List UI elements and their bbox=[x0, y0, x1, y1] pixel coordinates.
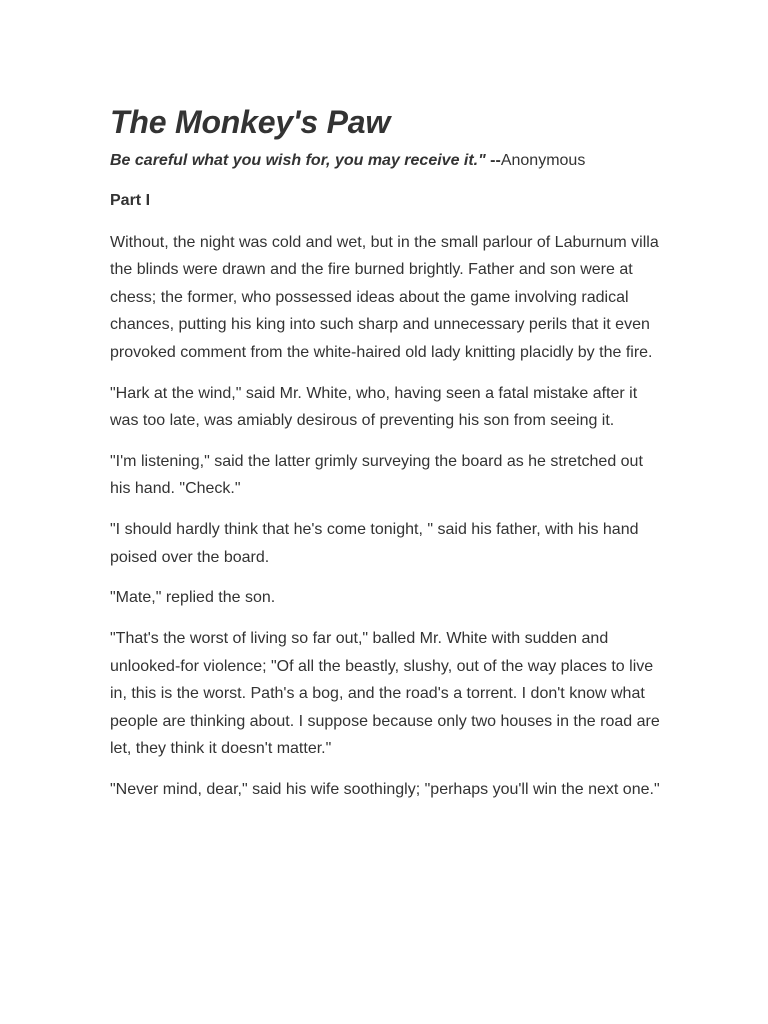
epigraph-dash: -- bbox=[485, 152, 501, 169]
paragraph: "Hark at the wind," said Mr. White, who, having seen a fatal mistake after it was too late, was amiably desirous of preventing his son from seeing it. bbox=[110, 384, 638, 429]
document-page bbox=[110, 100, 660, 817]
epigraph-quote: Be careful what you wish for, you may receive it." bbox=[110, 152, 486, 169]
epigraph-attribution: Anonymous bbox=[500, 152, 586, 169]
part-heading: Part I bbox=[110, 192, 151, 209]
document-title: The Monkey's Paw bbox=[110, 104, 391, 140]
paragraph: "I should hardly think that he's come tonight, " said his father, with his hand poised over the board. bbox=[110, 521, 639, 566]
epigraph bbox=[110, 150, 660, 172]
paragraph: "That's the worst of living so far out," balled Mr. White with sudden and unlooked-for violence; "Of all the beastly, slushy, out of the way places to live in, this is the worst. Path's a bog, and the road's a torrent. I don't know what people are thinking about. I suppose because only two houses in the road are let, they think it doesn't matter." bbox=[110, 630, 660, 757]
paragraph: "Mate," replied the son. bbox=[110, 589, 276, 607]
paragraph: "Never mind, dear," said his wife soothingly; "perhaps you'll win the next one." bbox=[110, 780, 660, 798]
paragraph: Without, the night was cold and wet, but in the small parlour of Laburnum villa the blinds were drawn and the fire burned brightly. Father and son were at chess; the former, who possessed ideas about the game involving radical chances, putting his king into such sharp and unnecessary perils that it even provoked comment from the white-haired old lady knitting placidly by the fire. bbox=[110, 234, 659, 361]
paragraph: "I'm listening," said the latter grimly surveying the board as he stretched out his hand. "Check." bbox=[110, 452, 643, 498]
